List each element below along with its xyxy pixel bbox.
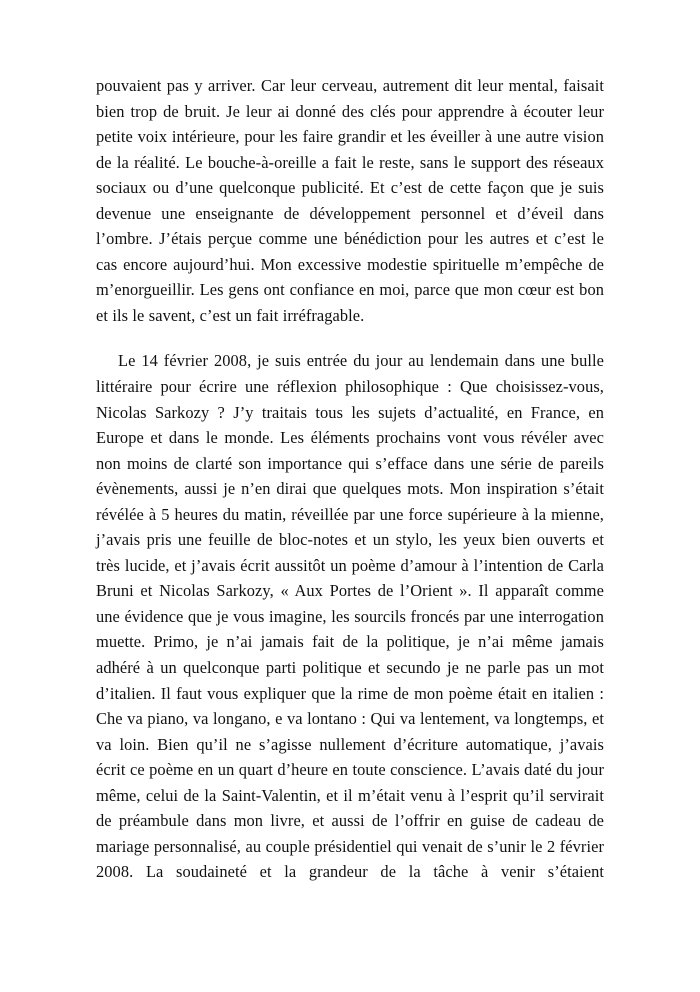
body-text-column bbox=[96, 73, 604, 911]
paragraph-2: Le 14 février 2008, je suis entrée du jour au lendemain dans une bulle littéraire pour écrire une réflexion philosophique : Que choisissez-vous, Nicolas Sarkozy ? J’y traitais tous les sujets d’actualité, en France, en Europe et dans le monde. Les éléments prochains vont vous révéler avec non moins de clarté son importance qui s’efface dans une série de pareils évènements, aussi je n’en dirai que quelques mots. Mon inspiration s’était révélée à 5 heures du matin, réveillée par une force supérieure à la mienne, j’avais pris une feuille de bloc-notes et un stylo, les yeux bien ouverts et très lucide, et j’avais écrit aussitôt un poème d’amour à l’intention de Carla Bruni et Nicolas Sarkozy, « Aux Portes de l’Orient ». Il apparaît comme une évidence que je vous imagine, les sourcils froncés par une interrogation muette. Primo, je n’ai jamais fait de la politique, je n’ai même jamais adhéré à un quelconque parti politique et secundo je ne parle pas un mot d’italien. Il faut vous expliquer que la rime de mon poème était en italien : Che va piano, va longano, e va lontano : Qui va lentement, va longtemps, et va loin. Bien qu’il ne s’agisse nullement d’écriture automatique, j’avais écrit ce poème en un quart d’heure en toute conscience. L’avais daté du jour même, celui de la Saint-Valentin, et il m’était venu à l’esprit qu’il servirait de préambule dans mon livre, et aussi de l’offrir en guise de cadeau de mariage personnalisé, au couple présidentiel qui venait de s’unir le 2 février 2008. La soudaineté et la grandeur de la tâche à venir s’étaient bbox=[96, 351, 604, 882]
paragraph-1: pouvaient pas y arriver. Car leur cerveau, autrement dit leur mental, faisait bien trop de bruit. Je leur ai donné des clés pour apprendre à écouter leur petite voix intérieure, pour les faire grandir et les éveiller à une autre vision de la réalité. Le bouche-à-oreille a fait le reste, sans le support des réseaux sociaux ou d’une quelconque publicité. Et c’est de cette façon que je suis devenue une enseignante de développement personnel et d’éveil dans l’ombre. J’étais perçue comme une bénédiction pour les autres et c’est le cas encore aujourd’hui. Mon excessive modestie spirituelle m’empêche de m’enorgueillir. Les gens ont confiance en moi, parce que mon cœur est bon et ils le savent, c’est un fait irréfragable. bbox=[96, 76, 604, 325]
